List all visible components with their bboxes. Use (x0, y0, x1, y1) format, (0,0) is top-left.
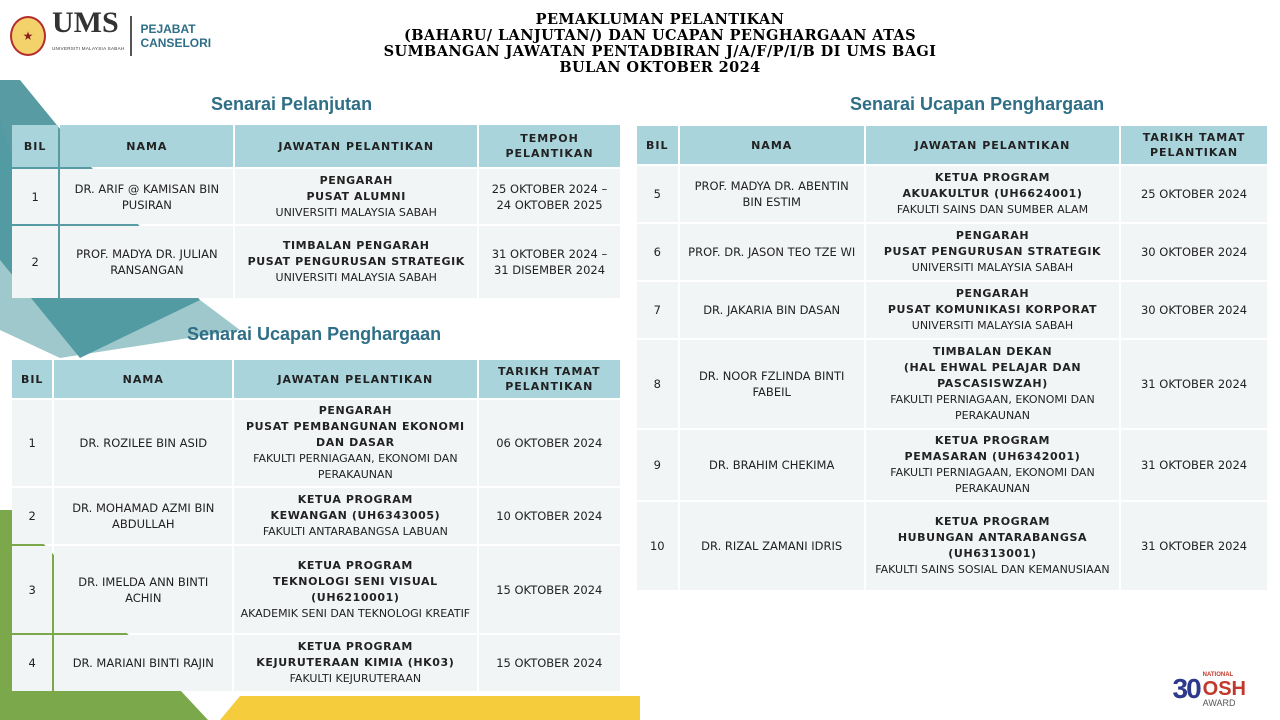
ums-wordmark (52, 6, 125, 62)
table-header-row (12, 360, 620, 398)
end-date: 30 OKTOBER 2024 (1121, 224, 1267, 280)
unit-name: FAKULTI ANTARABANGSA LABUAN (262, 525, 448, 538)
appointment-cell (866, 282, 1119, 338)
column-header: JAWATAN PELANTIKAN (235, 125, 477, 167)
person-name: DR. IMELDA ANN BINTI ACHIN (54, 546, 232, 633)
logo-text: UMS (52, 6, 119, 39)
extension-table (10, 123, 622, 300)
row-number: 9 (637, 430, 678, 500)
end-date: 10 OKTOBER 2024 (479, 488, 620, 544)
unit-name: UNIVERSITI MALAYSIA SABAH (911, 319, 1074, 332)
appointment-cell (234, 488, 476, 544)
ums-logo (10, 6, 212, 62)
unit-name: FAKULTI SAINS DAN SUMBER ALAM (896, 203, 1089, 216)
end-date: 06 OKTOBER 2024 (479, 400, 620, 486)
person-name: PROF. MADYA DR. ABENTIN BIN ESTIM (680, 166, 864, 222)
unit-name: FAKULTI PERNIAGAAN, EKONOMI DAN PERAKAUNAN (890, 393, 1095, 422)
end-date: 25 OKTOBER 2024 (1121, 166, 1267, 222)
university-crest-icon: ★ (10, 16, 46, 56)
position-title: TIMBALAN PENGARAH PUSAT PENGURUSAN STRATEGIK (247, 239, 465, 268)
unit-name: FAKULTI SAINS SOSIAL DAN KEMANUSIAAN (875, 563, 1110, 576)
table-row (637, 502, 1267, 590)
appointment-cell (234, 546, 476, 633)
row-number: 8 (637, 340, 678, 428)
end-date: 15 OKTOBER 2024 (479, 546, 620, 633)
title-line: BULAN OKTOBER 2024 (559, 59, 761, 76)
unit-name: UNIVERSITI MALAYSIA SABAH (911, 261, 1074, 274)
column-header: JAWATAN PELANTIKAN (234, 360, 476, 398)
appointment-cell (235, 226, 477, 298)
row-number: 5 (637, 166, 678, 222)
person-name: PROF. DR. JASON TEO TZE WI (680, 224, 864, 280)
table-row (12, 169, 620, 224)
table-header-row (637, 126, 1267, 164)
title-line: PEMAKLUMAN PELANTIKAN (535, 11, 785, 28)
position-title: KETUA PROGRAM KEWANGAN (UH6343005) (270, 493, 441, 522)
table-row (12, 546, 620, 633)
table-row (637, 282, 1267, 338)
row-number: 7 (637, 282, 678, 338)
end-date: 15 OKTOBER 2024 (479, 635, 620, 691)
column-header: BIL (12, 360, 52, 398)
end-date: 31 OKTOBER 2024 (1121, 502, 1267, 590)
appointment-period: 25 OKTOBER 2024 – 24 OKTOBER 2025 (479, 169, 620, 224)
person-name: DR. ARIF @ KAMISAN BIN PUSIRAN (60, 169, 233, 224)
position-title: KETUA PROGRAM KEJURUTERAAN KIMIA (HK03) (256, 640, 455, 669)
end-date: 30 OKTOBER 2024 (1121, 282, 1267, 338)
unit-name: FAKULTI KEJURUTERAAN (289, 672, 422, 685)
yellow-stripe (220, 696, 640, 720)
column-header: NAMA (60, 125, 233, 167)
unit-name: AKADEMIK SENI DAN TEKNOLOGI KREATIF (240, 606, 471, 620)
office-line1: PEJABAT (140, 22, 196, 36)
unit-name: FAKULTI PERNIAGAAN, EKONOMI DAN PERAKAUNAN (253, 452, 458, 481)
unit-name: FAKULTI PERNIAGAAN, EKONOMI DAN PERAKAUNAN (890, 466, 1095, 495)
column-header: TEMPOH PELANTIKAN (479, 125, 620, 167)
position-title: PENGARAH PUSAT PENGURUSAN STRATEGIK (883, 229, 1102, 258)
appreciation-left-body (12, 400, 620, 691)
person-name: DR. RIZAL ZAMANI IDRIS (680, 502, 864, 590)
person-name: DR. NOOR FZLINDA BINTI FABEIL (680, 340, 864, 428)
end-date: 31 OKTOBER 2024 (1121, 340, 1267, 428)
appreciation-right-table (635, 124, 1269, 592)
award-text3: AWARD (1202, 698, 1236, 708)
extension-body (12, 169, 620, 298)
table-row (12, 635, 620, 691)
position-title: KETUA PROGRAM PEMASARAN (UH6342001) (904, 434, 1081, 463)
office-line2: CANSELORI (140, 36, 212, 50)
column-header: NAMA (680, 126, 864, 164)
row-number: 4 (12, 635, 52, 691)
appreciation-right-body (637, 166, 1267, 590)
column-header: TARIKH TAMAT PELANTIKAN (479, 360, 620, 398)
position-title: PENGARAH PUSAT PEMBANGUNAN EKONOMI DAN DASAR (245, 404, 465, 449)
title-line: (BAHARU/ LANJUTAN/) DAN UCAPAN PENGHARGAAN ATAS (404, 27, 916, 44)
appreciation-left-table (10, 358, 622, 693)
end-date: 31 OKTOBER 2024 (1121, 430, 1267, 500)
position-title: PENGARAH PUSAT ALUMNI (306, 173, 406, 203)
unit-name: UNIVERSITI MALAYSIA SABAH (275, 271, 437, 284)
award-text1: NATIONAL (1202, 672, 1234, 678)
row-number: 3 (12, 546, 52, 633)
table-row (637, 340, 1267, 428)
table-row (637, 166, 1267, 222)
row-number: 10 (637, 502, 678, 590)
position-title: KETUA PROGRAM HUBUNGAN ANTARABANGSA (UH6313001) (897, 515, 1088, 560)
row-number: 1 (12, 169, 58, 224)
appointment-period: 31 OKTOBER 2024 – 31 DISEMBER 2024 (479, 226, 620, 298)
column-header: BIL (12, 125, 58, 167)
award-number: 30 (1172, 673, 1200, 704)
table-row (637, 430, 1267, 500)
unit-name: UNIVERSITI MALAYSIA SABAH (275, 205, 437, 219)
logo-subtext: UNIVERSITI MALAYSIA SABAH (52, 46, 125, 51)
column-header: BIL (637, 126, 678, 164)
office-name (140, 22, 211, 50)
appointment-cell (866, 340, 1119, 428)
extension-title: Senarai Pelanjutan (211, 94, 373, 114)
award-badge (1203, 670, 1246, 708)
appreciation-left-title: Senarai Ucapan Penghargaan (187, 324, 442, 344)
title-line: SUMBANGAN JAWATAN PENTADBIRAN J/A/F/P/I/B DI UMS BAGI (383, 43, 937, 60)
person-name: DR. MOHAMAD AZMI BIN ABDULLAH (54, 488, 232, 544)
appointment-cell (235, 169, 477, 224)
appointment-cell (234, 635, 476, 691)
person-name: DR. JAKARIA BIN DASAN (680, 282, 864, 338)
position-title: TIMBALAN DEKAN (HAL EHWAL PELAJAR DAN PASCASISWZAH) (903, 345, 1082, 390)
row-number: 2 (12, 226, 58, 298)
award-text2: OSH (1202, 678, 1246, 700)
row-number: 2 (12, 488, 52, 544)
column-header: JAWATAN PELANTIKAN (866, 126, 1119, 164)
column-header: NAMA (54, 360, 232, 398)
person-name: PROF. MADYA DR. JULIAN RANSANGAN (60, 226, 233, 298)
column-header: TARIKH TAMAT PELANTIKAN (1121, 126, 1267, 164)
position-title: PENGARAH PUSAT KOMUNIKASI KORPORAT (887, 287, 1098, 316)
row-number: 6 (637, 224, 678, 280)
appointment-cell (866, 502, 1119, 590)
person-name: DR. MARIANI BINTI RAJIN (54, 635, 232, 691)
appointment-cell (234, 400, 476, 486)
appointment-cell (866, 166, 1119, 222)
table-header-row (12, 125, 620, 167)
position-title: KETUA PROGRAM AKUAKULTUR (UH6624001) (902, 171, 1083, 200)
row-number: 1 (12, 400, 52, 486)
appreciation-right-title: Senarai Ucapan Penghargaan (850, 94, 1105, 114)
person-name: DR. BRAHIM CHEKIMA (680, 430, 864, 500)
appointment-cell (866, 430, 1119, 500)
position-title: KETUA PROGRAM TEKNOLOGI SENI VISUAL (UH6210001) (272, 558, 438, 604)
table-row (637, 224, 1267, 280)
table-row (12, 400, 620, 486)
appointment-cell (866, 224, 1119, 280)
logo-divider (130, 16, 132, 56)
person-name: DR. ROZILEE BIN ASID (54, 400, 232, 486)
osh-award-logo (1173, 670, 1247, 708)
page-title (280, 12, 1040, 76)
table-row (12, 226, 620, 298)
table-row (12, 488, 620, 544)
